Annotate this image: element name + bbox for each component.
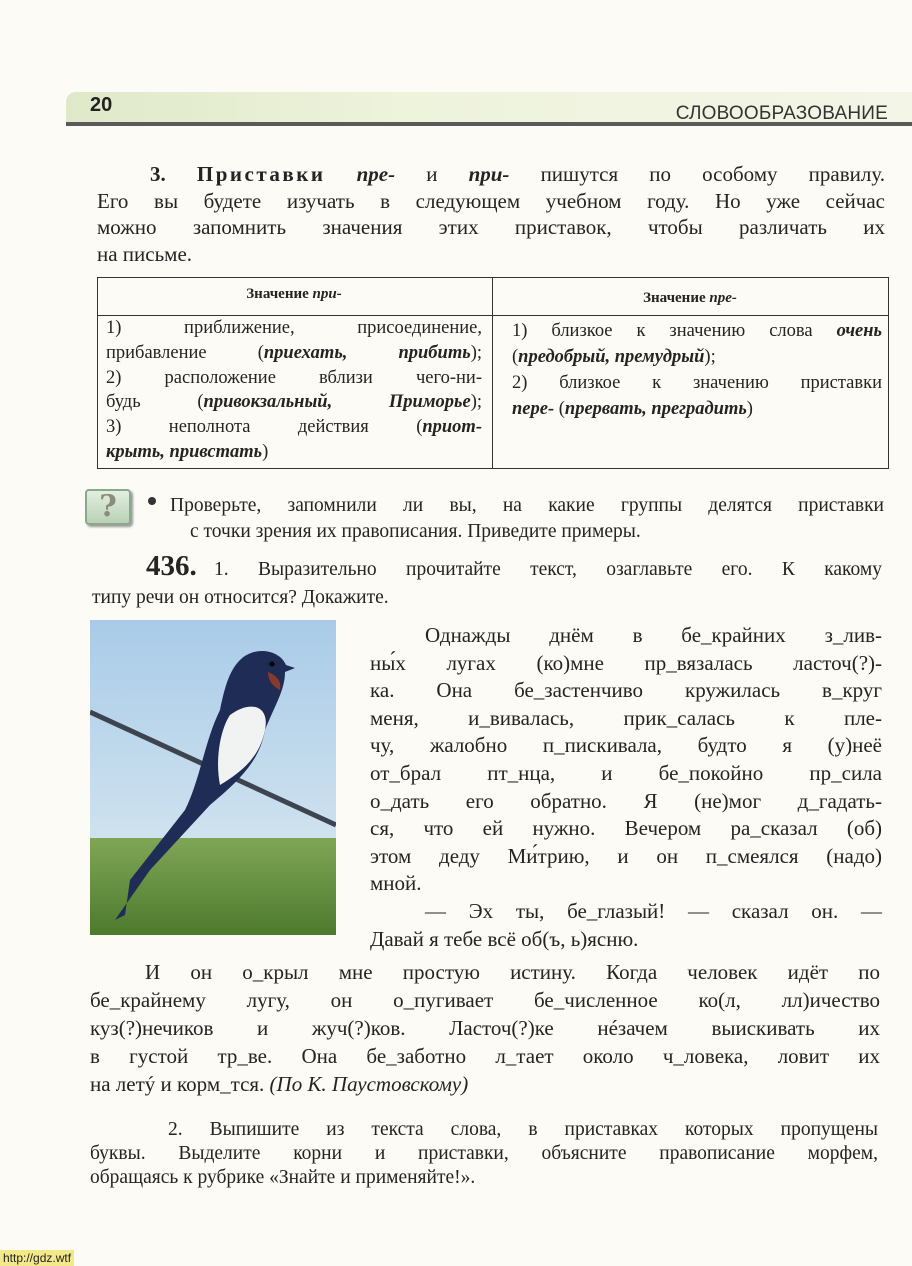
bullet-icon (148, 497, 156, 505)
story-line: — Эх ты, бе_глазый! — сказал он. — (425, 899, 882, 923)
page-number: 20 (90, 94, 113, 116)
story-line: бе_крайнему лугу, он о_пугивает бе_численное ко(л, лл)ичество (90, 988, 880, 1012)
table-cell-line (512, 318, 882, 344)
story-line: ка. Она бе_застенчиво кружилась в_круг (370, 678, 882, 703)
text-run: Значение (246, 286, 313, 302)
text-run: ); (704, 347, 716, 367)
table-cell-line (106, 440, 482, 465)
text-run: ) (262, 442, 269, 462)
story-line: в густой тр_ве. Она бе_заботно л_тает около ч_ловека, ловит их (90, 1044, 880, 1068)
question-line: Проверьте, запомнили ли вы, на какие группы делятся приставки (170, 495, 884, 516)
paragraph-line: Его вы будете изучать в следующем учебном году. Но уже сейчас (97, 188, 885, 213)
table-cell-line: 1) приближение, присоединение, (106, 318, 482, 338)
table-cell-line (512, 396, 882, 422)
text-run: прибавление ( (106, 342, 264, 363)
paragraph-line: можно запомнить значения этих приставок, чтобы различать их (97, 215, 885, 239)
task-line: 2. Выпишите из текста слова, в приставках которых пропущены (168, 1119, 878, 1140)
emphasized-text: Приставки (196, 162, 326, 186)
table-cell-line (106, 415, 482, 440)
text-run: будь ( (106, 392, 204, 413)
task-line: обращаясь к рубрике «Знайте и применяйте!». (90, 1167, 476, 1188)
story-line: меня, и_вивалась, прик_салась к пле- (370, 705, 882, 730)
story-line: ся, что ей нужно. Вечером ра_сказал (об) (370, 816, 882, 841)
emphasized-text: прервать, преградить (564, 399, 747, 419)
table-cell-line (106, 390, 482, 415)
emphasized-text: пре- (356, 162, 396, 186)
emphasized-text: предобрый, премудрый (518, 347, 705, 367)
text-run: Значение (643, 290, 710, 306)
paragraph-line: на письме. (97, 241, 193, 266)
exercise-number: 436. (146, 550, 197, 582)
emphasized-text: очень (836, 321, 882, 341)
text-run (325, 162, 356, 186)
story-line: чу, жалобно п_пискивала, будто я (у)неё (370, 733, 882, 758)
text-run: 3) неполнота действия ( (106, 417, 423, 438)
table-cell-line: 2) расположение вблизи чего-ни- (106, 367, 482, 388)
story-line: о_дать его обратно. Я (не)мог д_гадать- (370, 788, 882, 813)
paragraph-line (150, 161, 885, 188)
text-run: ( (554, 399, 565, 419)
story-line (90, 1070, 880, 1098)
running-title: СЛОВООБРАЗОВАНИЕ (675, 103, 888, 124)
text-run: ) (746, 399, 753, 419)
task-line: буквы. Выделите корни и приставки, объясните правописание морфем, (90, 1143, 878, 1164)
emphasized-text: приот- (422, 417, 482, 438)
emphasized-text: привокзальный, Приморье (203, 392, 471, 413)
emphasized-text: крыть, привстать (106, 442, 263, 462)
story-line: этом деду Ми́трию, и он п_смеялся (надо) (370, 843, 882, 868)
text-run: и (395, 162, 469, 186)
text-run: ( (512, 347, 519, 367)
story-line: ны́х лугах (ко)мне пр_вязалась ласточ(?)- (370, 650, 882, 675)
text-run: ); (470, 392, 482, 413)
story-line: куз(?)нечиков и жуч(?)ков. Ласточ(?)ке нéзачем выискивать их (90, 1016, 880, 1040)
emphasized-text: пере- (512, 399, 555, 419)
story-line: Однажды днём в бе_крайних з_лив- (425, 623, 882, 647)
emphasized-text: при- (468, 162, 510, 186)
story-line: И он о_крыл мне простую истину. Когда человек идёт по (145, 960, 880, 984)
question-mark-icon: ? (85, 489, 131, 525)
emphasized-text: пре- (709, 290, 737, 306)
source-citation: (По К. Паустовскому) (269, 1072, 469, 1096)
table-cell-line: 2) близкое к значению приставки (512, 373, 882, 393)
table-header-cell (97, 283, 491, 305)
text-run: 1) близкое к значению слова (512, 321, 837, 341)
text-run: пишутся по особому правилу. (509, 162, 886, 186)
question-line: с точки зрения их правописания. Приведите примеры. (190, 520, 641, 542)
emphasized-text: при- (312, 286, 342, 302)
table-cell-line (106, 341, 482, 366)
task-line: типу речи он относится? Докажите. (92, 587, 389, 608)
table-header-cell (491, 287, 889, 309)
swallow-photo (90, 620, 336, 935)
story-line: от_брал пт_нца, и бе_покойно пр_сила (370, 761, 882, 785)
story-line: Давай я тебе всё об(ъ, ь)ясню. (370, 926, 639, 951)
table-cell-line (512, 344, 882, 370)
text-run: ); (470, 342, 482, 363)
emphasized-text: приехать, прибить (263, 342, 471, 363)
watermark-link[interactable]: http://gdz.wtf (0, 1250, 74, 1266)
emphasized-text: 3. (150, 162, 197, 186)
task-line: 1. Выразительно прочитайте текст, озаглавьте его. К какому (214, 559, 882, 580)
story-line: мной. (370, 871, 422, 896)
text-run: на летý и корм_тся. (90, 1072, 270, 1096)
